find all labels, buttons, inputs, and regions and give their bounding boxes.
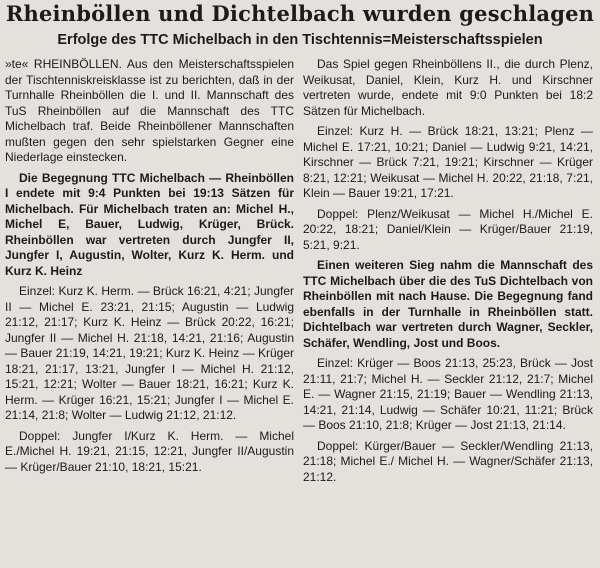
headline: Rheinböllen und Dichtelbach wurden geschlagen (5, 1, 595, 26)
subheadline: Erfolge des TTC Michelbach in den Tischtennis=Meisterschaftsspielen (57, 32, 543, 48)
left-column (5, 57, 294, 480)
right-column (303, 57, 593, 490)
match-summary-dichtelbach: Einen weiteren Sieg nahm die Mannschaft des TTC Michelbach über die des TuS Dichtelbach von Rheinböllen mit nach Hause. Die Begegnung fand ebenfalls in der Turnhalle in Rheinböllen statt. Dichtelbach war vertreten durch Wagner, Seckler, Schäfer, Wendling, Jost und Boos. (303, 258, 593, 350)
singles-results-dichtelbach: Einzel: Krüger — Boos 21:13, 25:23, Brück — Jost 21:11, 21:7; Michel H. — Seckler 21:12, 21:7; Michel E. — Wagner 21:15, 21:19; Bauer — Wendling 21:13, 14:21, 21:14, Ludwig — Schäfer 10:21, 11:21; Brück — Boos 21:10, 21:8; Krüger — Jost 21:13, 21:14. (303, 356, 593, 432)
doubles-results-rheinboellen-2: Doppel: Plenz/Weikusat — Michel H./Michel E. 20:22, 18:21; Daniel/Klein — Krüger/Bauer 21:19, 5:21, 9:21. (303, 206, 593, 252)
singles-results-rheinboellen-2: Einzel: Kurz H. — Brück 18:21, 13:21; Plenz — Michel E. 17:21, 10:21; Daniel — Ludwig 9:21, 14:21, Kirschner — Brück 7:21, 19:21; Kirschner — Krüger 8:21, 12:21; Weikusat — Michel H. 20:22, 21:18, 7:21, Klein — Bauer 19:21, 17:21. (303, 124, 593, 200)
match-summary-rheinboellen-2: Das Spiel gegen Rheinböllens II., die durch Plenz, Weikusat, Daniel, Klein, Kurz H. und Kirschner vertreten wurde, endete mit 9:0 Punkten bei 18:2 Sätzen für Michelbach. (303, 57, 593, 118)
intro-paragraph: »te« RHEINBÖLLEN. Aus den Meisterschaftsspielen der Tischtenniskreisklasse ist zu berichten, daß in der Turnhalle Rheinböllen die I. und II. Mannschaft des TuS Rheinböllen auf die Mannschaft des TTC Michelbach traf. Beide Rheinböllener Mannschaften mußten gegen den sehr spielstarken Gegner eine Niederlage einstecken. (5, 57, 294, 164)
doubles-results-rheinboellen-1: Doppel: Jungfer I/Kurz K. Herm. — Michel E./Michel H. 19:21, 21:15, 12:21, Jungfer II/Augustin — Krüger/Bauer 21:10, 18:21, 15:21. (5, 428, 294, 474)
singles-results-rheinboellen-1: Einzel: Kurz K. Herm. — Brück 16:21, 4:21; Jungfer II — Michel E. 23:21, 21:15; Augustin — Ludwig 21:12, 21:17; Kurz K. Heinz — Brück 20:22, 16:21; Jungfer II — Michel H. 21:18, 14:21, 21:16; Augustin — Bauer 21:19, 14:21, 19:21; Kurz K. Heinz — Krüger 18:21, 21:17, 13:21, Jungfer I — Michel H. 21:12, 15:21, 12:21; Wolter — Bauer 18:21, 16:21; Kurz K. Herm. — Krüger 16:21, 15:21; Jungfer I — Michel E. 21:14, 21:8; Wolter — Ludwig 21:12, 21:12. (5, 284, 294, 422)
match-summary-rheinboellen-1: Die Begegnung TTC Michelbach — Rheinböllen I endete mit 9:4 Punkten bei 19:13 Sätzen für Michelbach. Für Michelbach traten an: Michel H., Michel E, Bauer, Ludwig, Krüger, Brück. Rheinböllen war vertreten durch Jungfer II, Jungfer I, Augustin, Wolter, Kurz K. Herm. und Kurz K. Heinz (5, 170, 294, 278)
doubles-results-dichtelbach: Doppel: Kürger/Bauer — Seckler/Wendling 21:13, 21:18; Michel E./ Michel H. — Wagner/Schäfer 21:13, 21:12. (303, 438, 593, 484)
